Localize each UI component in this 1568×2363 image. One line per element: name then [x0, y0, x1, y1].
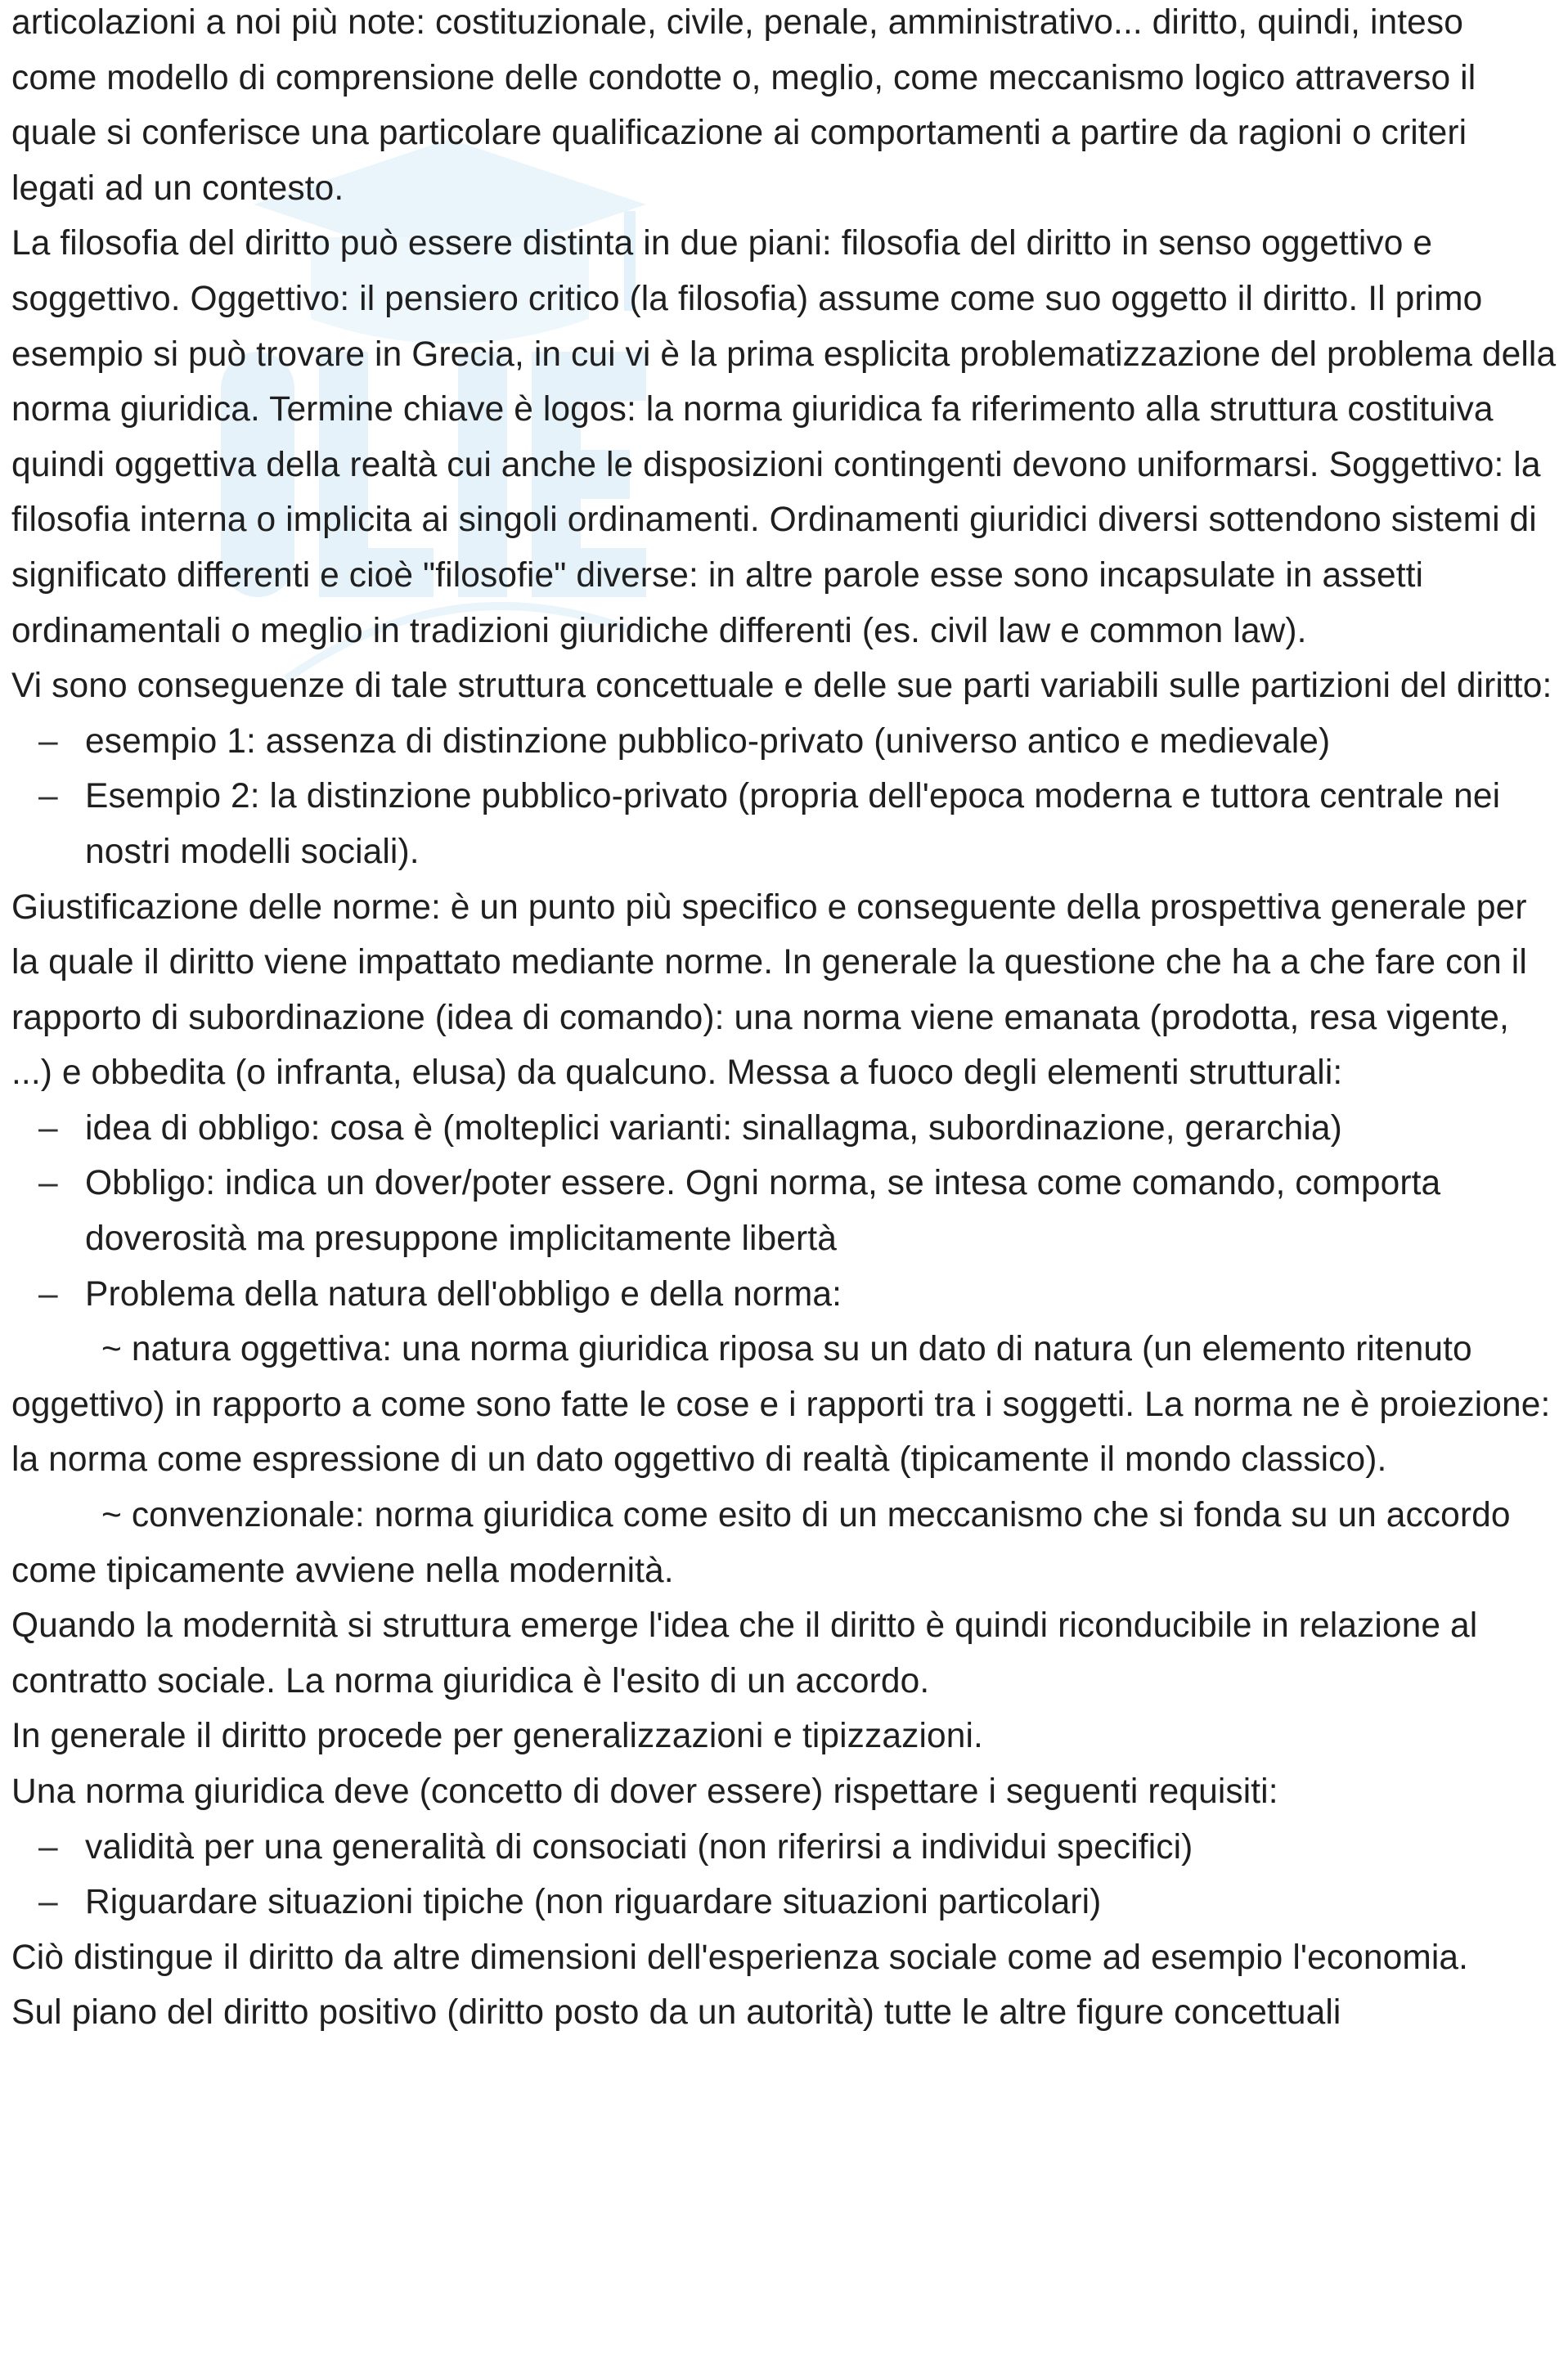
list-item-text: Riguardare situazioni tipiche (non riguardare situazioni particolari): [85, 1883, 1102, 1922]
list-item: [11, 1156, 1557, 1266]
list-item-text: Obbligo: indica un dover/poter essere. Ogni norma, se intesa come comando, comporta doverosità ma presuppone implicitamente libertà: [85, 1164, 1441, 1259]
paragraph-conseguenze: Vi sono conseguenze di tale struttura concettuale e delle sue parti variabili sulle partizioni del diritto:: [11, 667, 1552, 706]
document-body: [11, 0, 1557, 2041]
paragraph-intro: articolazioni a noi più note: costituzionale, civile, penale, amministrativo... diritto, quindi, inteso come modello di comprensione delle condotte o, meglio, come meccanismo logico attraverso il quale si conferisce una particolare qualificazione ai comportamenti a partire da ragioni o criteri legati ad un contesto.: [11, 3, 1476, 208]
list-item: [11, 1875, 1557, 1930]
paragraph-modernita: Quando la modernità si struttura emerge l'idea che il diritto è quindi riconducibile in relazione al contratto sociale. La norma giuridica è l'esito di un accordo.: [11, 1606, 1478, 1700]
paragraph-economia: Ciò distingue il diritto da altre dimensioni dell'esperienza sociale come ad esempio l'economia.: [11, 1938, 1469, 1977]
list-item: [11, 1820, 1557, 1876]
list-item: [11, 714, 1557, 770]
list-dash: –: [38, 1827, 58, 1867]
list-dash: –: [38, 1108, 58, 1148]
list-item-text: esempio 1: assenza di distinzione pubblico-privato (universo antico e medievale): [85, 721, 1331, 761]
paragraph-diritto-positivo: Sul piano del diritto positivo (diritto posto da un autorità) tutte le altre figure concettuali: [11, 1993, 1341, 2033]
list-dash: –: [38, 1274, 58, 1314]
list-item-text: Esempio 2: la distinzione pubblico-privato (propria dell'epoca moderna e tuttora centrale nei nostri modelli sociali).: [85, 777, 1501, 871]
subitem-convenzionale: ~ convenzionale: norma giuridica come esito di un meccanismo che si fonda su un accordo come tipicamente avviene nella modernità.: [11, 1496, 1511, 1590]
paragraph-filosofia-diritto: La filosofia del diritto può essere distinta in due piani: filosofia del diritto in senso oggettivo e soggettivo. Oggettivo: il pensiero critico (la filosofia) assume come suo oggetto il diritto. Il primo esempio si può trovare in Grecia, in cui vi è la prima esplicita problematizzazione del problema della norma giuridica. Termine chiave è logos: la norma giuridica fa riferimento alla struttura costituiva quindi oggettiva della realtà cui anche le disposizioni contingenti devono uniformarsi. Soggettivo: la filosofia interna o implicita ai singoli ordinamenti. Ordinamenti giuridici diversi sottendono sistemi di significato differenti e cioè "filosofie" diverse: in altre parole esse sono incapsulate in assetti ordinamentali o meglio in tradizioni giuridiche differenti (es. civil law e common law).: [11, 224, 1557, 650]
list-dash: –: [38, 777, 58, 816]
paragraph-requisiti: Una norma giuridica deve (concetto di dover essere) rispettare i seguenti requisiti:: [11, 1772, 1278, 1811]
list-item: [11, 1267, 1557, 1323]
list-item: [11, 1101, 1557, 1157]
list-dash: –: [38, 721, 58, 761]
list-item-text: Problema della natura dell'obbligo e della norma:: [85, 1274, 842, 1314]
list-dash: –: [38, 1164, 58, 1203]
paragraph-giustificazione: Giustificazione delle norme: è un punto più specifico e conseguente della prospettiva generale per la quale il diritto viene impattato mediante norme. In generale la questione che ha a che fare con il rapporto di subordinazione (idea di comando): una norma viene emanata (prodotta, resa vigente, ...) e obbedita (o infranta, elusa) da qualcuno. Messa a fuoco degli elementi strutturali:: [11, 887, 1527, 1093]
list-item: [11, 769, 1557, 879]
list-item-text: idea di obbligo: cosa è (molteplici varianti: sinallagma, subordinazione, gerarchia): [85, 1108, 1342, 1148]
paragraph-generalizzazioni: In generale il diritto procede per generalizzazioni e tipizzazioni.: [11, 1717, 983, 1756]
subitem-natura-oggettiva: ~ natura oggettiva: una norma giuridica riposa su un dato di natura (un elemento ritenuto oggettivo) in rapporto a come sono fatte le cose e i rapporti tra i soggetti. La norma ne è proiezione: la norma come espressione di un dato oggettivo di realtà (tipicamente il mondo classico).: [11, 1330, 1551, 1480]
list-item-text: validità per una generalità di consociati (non riferirsi a individui specifici): [85, 1827, 1193, 1867]
list-dash: –: [38, 1883, 58, 1922]
